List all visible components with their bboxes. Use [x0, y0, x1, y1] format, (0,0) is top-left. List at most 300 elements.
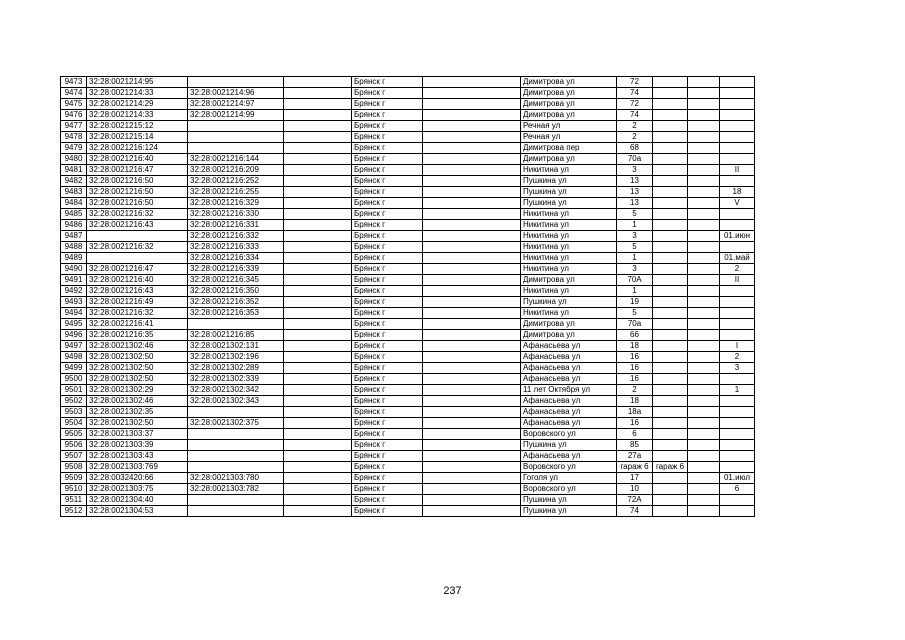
cell-row-index: 9499 — [61, 363, 87, 374]
cell-object-number — [188, 440, 284, 451]
cell-row-index: 9511 — [61, 495, 87, 506]
cell-apartment: 01.июн — [720, 231, 755, 242]
cell-cadastral-number: 32:28:0021216:50 — [87, 198, 188, 209]
cell-apartment: II — [720, 165, 755, 176]
cell-object-number: 32:28:0021302:342 — [188, 385, 284, 396]
cell-empty-col — [284, 363, 352, 374]
cell-empty-col — [284, 143, 352, 154]
cell-district — [423, 220, 521, 231]
cell-empty-col — [284, 187, 352, 198]
table-row — [61, 308, 755, 319]
cell-street: Никитина ул — [521, 286, 617, 297]
cell-cadastral-number: 32:28:0021302:46 — [87, 396, 188, 407]
cell-empty-col — [284, 297, 352, 308]
cell-city: Брянск г — [352, 198, 423, 209]
cell-house-number: 72 — [617, 99, 653, 110]
cell-apartment: 2 — [720, 264, 755, 275]
cell-building — [653, 220, 688, 231]
cell-empty-col — [284, 154, 352, 165]
cell-extra — [688, 396, 720, 407]
cell-cadastral-number: 32:28:0021216:43 — [87, 220, 188, 231]
cell-city: Брянск г — [352, 440, 423, 451]
cell-extra — [688, 308, 720, 319]
cell-extra — [688, 132, 720, 143]
cell-object-number — [188, 407, 284, 418]
cell-extra — [688, 121, 720, 132]
cell-house-number: 16 — [617, 363, 653, 374]
cell-house-number: 70А — [617, 275, 653, 286]
cell-extra — [688, 297, 720, 308]
cell-row-index: 9496 — [61, 330, 87, 341]
cell-object-number: 32:28:0021302:343 — [188, 396, 284, 407]
table-row — [61, 506, 755, 517]
cell-extra — [688, 143, 720, 154]
cell-apartment: 01.май — [720, 253, 755, 264]
cell-cadastral-number: 32:28:0021216:43 — [87, 286, 188, 297]
cell-house-number: 17 — [617, 473, 653, 484]
cell-cadastral-number: 32:28:0021216:47 — [87, 165, 188, 176]
cell-extra — [688, 253, 720, 264]
cell-cadastral-number: 32:28:0021304:53 — [87, 506, 188, 517]
cell-cadastral-number: 32:28:0021302:50 — [87, 352, 188, 363]
cell-building — [653, 440, 688, 451]
cell-extra — [688, 187, 720, 198]
cell-object-number — [188, 506, 284, 517]
cell-house-number: 10 — [617, 484, 653, 495]
cell-building — [653, 110, 688, 121]
cell-apartment — [720, 462, 755, 473]
cell-apartment — [720, 451, 755, 462]
cell-object-number — [188, 121, 284, 132]
cell-house-number: 74 — [617, 110, 653, 121]
table-row — [61, 286, 755, 297]
cell-extra — [688, 176, 720, 187]
cell-object-number: 32:28:0021216:252 — [188, 176, 284, 187]
cell-row-index: 9479 — [61, 143, 87, 154]
cell-cadastral-number: 32:28:0021216:124 — [87, 143, 188, 154]
cell-city: Брянск г — [352, 429, 423, 440]
cell-row-index: 9507 — [61, 451, 87, 462]
cell-cadastral-number: 32:28:0021216:32 — [87, 308, 188, 319]
cell-extra — [688, 286, 720, 297]
cell-building — [653, 253, 688, 264]
cell-object-number: 32:28:0021214:97 — [188, 99, 284, 110]
table-row — [61, 242, 755, 253]
cell-building — [653, 132, 688, 143]
cell-district — [423, 418, 521, 429]
registry-table — [60, 76, 755, 517]
cell-row-index: 9512 — [61, 506, 87, 517]
table-row — [61, 253, 755, 264]
cell-extra — [688, 231, 720, 242]
table-row — [61, 165, 755, 176]
cell-city: Брянск г — [352, 352, 423, 363]
table-row — [61, 429, 755, 440]
cell-district — [423, 330, 521, 341]
cell-row-index: 9486 — [61, 220, 87, 231]
table-row — [61, 275, 755, 286]
cell-apartment — [720, 286, 755, 297]
cell-city: Брянск г — [352, 231, 423, 242]
cell-house-number: 2 — [617, 132, 653, 143]
cell-row-index: 9493 — [61, 297, 87, 308]
cell-cadastral-number: 32:28:0021303:43 — [87, 451, 188, 462]
cell-building — [653, 363, 688, 374]
cell-row-index: 9482 — [61, 176, 87, 187]
cell-row-index: 9508 — [61, 462, 87, 473]
cell-building — [653, 473, 688, 484]
cell-row-index: 9498 — [61, 352, 87, 363]
cell-extra — [688, 99, 720, 110]
table-row — [61, 330, 755, 341]
cell-street: Гоголя ул — [521, 473, 617, 484]
cell-cadastral-number: 32:28:0021302:35 — [87, 407, 188, 418]
cell-house-number: 70а — [617, 154, 653, 165]
cell-house-number: 74 — [617, 88, 653, 99]
cell-empty-col — [284, 286, 352, 297]
cell-city: Брянск г — [352, 473, 423, 484]
cell-extra — [688, 385, 720, 396]
cell-street: Никитина ул — [521, 165, 617, 176]
cell-extra — [688, 165, 720, 176]
cell-cadastral-number: 32:28:0021214:95 — [87, 77, 188, 88]
cell-apartment — [720, 429, 755, 440]
cell-city: Брянск г — [352, 220, 423, 231]
cell-district — [423, 297, 521, 308]
cell-object-number: 32:28:0021216:331 — [188, 220, 284, 231]
table-row — [61, 341, 755, 352]
cell-city: Брянск г — [352, 418, 423, 429]
cell-city: Брянск г — [352, 341, 423, 352]
cell-street: Никитина ул — [521, 253, 617, 264]
cell-empty-col — [284, 407, 352, 418]
cell-house-number: 1 — [617, 286, 653, 297]
cell-district — [423, 396, 521, 407]
table-row — [61, 176, 755, 187]
cell-city: Брянск г — [352, 308, 423, 319]
cell-empty-col — [284, 385, 352, 396]
cell-row-index: 9500 — [61, 374, 87, 385]
cell-city: Брянск г — [352, 99, 423, 110]
cell-street: Никитина ул — [521, 209, 617, 220]
cell-extra — [688, 198, 720, 209]
cell-district — [423, 363, 521, 374]
cell-object-number: 32:28:0021216:350 — [188, 286, 284, 297]
cell-object-number — [188, 143, 284, 154]
cell-house-number: 18 — [617, 341, 653, 352]
cell-apartment — [720, 506, 755, 517]
cell-object-number: 32:28:0021303:780 — [188, 473, 284, 484]
cell-apartment — [720, 374, 755, 385]
cell-building — [653, 143, 688, 154]
cell-object-number: 32:28:0021216:334 — [188, 253, 284, 264]
table-row — [61, 220, 755, 231]
cell-apartment — [720, 308, 755, 319]
cell-street: Воровского ул — [521, 429, 617, 440]
cell-building — [653, 484, 688, 495]
table-row — [61, 462, 755, 473]
cell-object-number: 32:28:0021303:782 — [188, 484, 284, 495]
table-row — [61, 110, 755, 121]
cell-district — [423, 495, 521, 506]
cell-extra — [688, 77, 720, 88]
cell-apartment — [720, 319, 755, 330]
cell-apartment — [720, 88, 755, 99]
cell-apartment — [720, 396, 755, 407]
cell-building — [653, 88, 688, 99]
cell-empty-col — [284, 275, 352, 286]
cell-building — [653, 429, 688, 440]
cell-row-index: 9491 — [61, 275, 87, 286]
cell-building — [653, 198, 688, 209]
cell-building — [653, 297, 688, 308]
cell-empty-col — [284, 319, 352, 330]
cell-district — [423, 440, 521, 451]
cell-house-number: 6 — [617, 429, 653, 440]
cell-extra — [688, 319, 720, 330]
cell-empty-col — [284, 440, 352, 451]
cell-house-number: 85 — [617, 440, 653, 451]
cell-object-number — [188, 495, 284, 506]
cell-city: Брянск г — [352, 330, 423, 341]
cell-building — [653, 308, 688, 319]
cell-city: Брянск г — [352, 319, 423, 330]
cell-street: Димитрова ул — [521, 319, 617, 330]
cell-object-number: 32:28:0021302:131 — [188, 341, 284, 352]
table-row — [61, 88, 755, 99]
cell-cadastral-number: 32:28:0021216:35 — [87, 330, 188, 341]
cell-row-index: 9504 — [61, 418, 87, 429]
cell-empty-col — [284, 77, 352, 88]
cell-empty-col — [284, 462, 352, 473]
cell-cadastral-number: 32:28:0021216:40 — [87, 154, 188, 165]
cell-apartment — [720, 407, 755, 418]
cell-apartment — [720, 99, 755, 110]
cell-empty-col — [284, 352, 352, 363]
cell-street: Воровского ул — [521, 484, 617, 495]
cell-cadastral-number: 32:28:0021303:769 — [87, 462, 188, 473]
cell-city: Брянск г — [352, 77, 423, 88]
cell-district — [423, 154, 521, 165]
table-row — [61, 77, 755, 88]
cell-house-number: 70а — [617, 319, 653, 330]
cell-district — [423, 451, 521, 462]
cell-district — [423, 143, 521, 154]
cell-empty-col — [284, 165, 352, 176]
cell-house-number: 72 — [617, 77, 653, 88]
cell-house-number: 3 — [617, 231, 653, 242]
cell-empty-col — [284, 418, 352, 429]
cell-extra — [688, 220, 720, 231]
cell-empty-col — [284, 429, 352, 440]
cell-object-number: 32:28:0021216:209 — [188, 165, 284, 176]
cell-apartment — [720, 176, 755, 187]
cell-city: Брянск г — [352, 187, 423, 198]
cell-row-index: 9490 — [61, 264, 87, 275]
cell-empty-col — [284, 451, 352, 462]
cell-empty-col — [284, 396, 352, 407]
cell-apartment — [720, 220, 755, 231]
cell-street: Пушкина ул — [521, 495, 617, 506]
cell-apartment — [720, 440, 755, 451]
cell-street: Димитрова ул — [521, 330, 617, 341]
cell-city: Брянск г — [352, 110, 423, 121]
cell-building — [653, 330, 688, 341]
cell-empty-col — [284, 121, 352, 132]
cell-row-index: 9497 — [61, 341, 87, 352]
cell-district — [423, 286, 521, 297]
cell-house-number: 16 — [617, 352, 653, 363]
cell-street: Димитрова пер — [521, 143, 617, 154]
cell-house-number: 74 — [617, 506, 653, 517]
cell-cadastral-number: 32:28:0021215:12 — [87, 121, 188, 132]
cell-extra — [688, 275, 720, 286]
cell-district — [423, 308, 521, 319]
cell-object-number: 32:28:0021216:330 — [188, 209, 284, 220]
cell-apartment — [720, 297, 755, 308]
table-row — [61, 99, 755, 110]
cell-city: Брянск г — [352, 242, 423, 253]
cell-building — [653, 451, 688, 462]
cell-empty-col — [284, 495, 352, 506]
cell-empty-col — [284, 110, 352, 121]
cell-city: Брянск г — [352, 132, 423, 143]
cell-building — [653, 506, 688, 517]
cell-district — [423, 110, 521, 121]
cell-row-index: 9483 — [61, 187, 87, 198]
cell-row-index: 9484 — [61, 198, 87, 209]
cell-object-number: 32:28:0021302:289 — [188, 363, 284, 374]
table-row — [61, 385, 755, 396]
cell-cadastral-number: 32:28:0021302:50 — [87, 418, 188, 429]
cell-house-number: 5 — [617, 242, 653, 253]
cell-city: Брянск г — [352, 451, 423, 462]
cell-cadastral-number: 32:28:0021216:50 — [87, 176, 188, 187]
cell-cadastral-number: 32:28:0021302:50 — [87, 363, 188, 374]
cell-empty-col — [284, 253, 352, 264]
cell-empty-col — [284, 341, 352, 352]
cell-street: Афанасьева ул — [521, 418, 617, 429]
cell-empty-col — [284, 506, 352, 517]
cell-house-number: 2 — [617, 385, 653, 396]
cell-apartment — [720, 242, 755, 253]
cell-cadastral-number: 32:28:0021216:50 — [87, 187, 188, 198]
cell-district — [423, 88, 521, 99]
cell-row-index: 9509 — [61, 473, 87, 484]
cell-city: Брянск г — [352, 176, 423, 187]
cell-house-number: 16 — [617, 374, 653, 385]
cell-street: Пушкина ул — [521, 440, 617, 451]
cell-street: Афанасьева ул — [521, 363, 617, 374]
cell-building — [653, 209, 688, 220]
table-row — [61, 297, 755, 308]
cell-empty-col — [284, 88, 352, 99]
cell-house-number: 72А — [617, 495, 653, 506]
cell-street: Афанасьева ул — [521, 407, 617, 418]
cell-extra — [688, 242, 720, 253]
cell-extra — [688, 429, 720, 440]
cell-object-number — [188, 451, 284, 462]
cell-city: Брянск г — [352, 407, 423, 418]
table-row — [61, 451, 755, 462]
cell-city: Брянск г — [352, 209, 423, 220]
cell-city: Брянск г — [352, 143, 423, 154]
cell-building — [653, 187, 688, 198]
cell-city: Брянск г — [352, 484, 423, 495]
cell-house-number: 18 — [617, 396, 653, 407]
cell-city: Брянск г — [352, 286, 423, 297]
cell-house-number: 5 — [617, 209, 653, 220]
cell-extra — [688, 418, 720, 429]
cell-row-index: 9489 — [61, 253, 87, 264]
cell-city: Брянск г — [352, 165, 423, 176]
cell-extra — [688, 407, 720, 418]
cell-house-number: 2 — [617, 121, 653, 132]
cell-street: Никитина ул — [521, 264, 617, 275]
cell-cadastral-number: 32:28:0021216:47 — [87, 264, 188, 275]
cell-house-number: 3 — [617, 264, 653, 275]
cell-district — [423, 198, 521, 209]
cell-empty-col — [284, 132, 352, 143]
cell-house-number: 19 — [617, 297, 653, 308]
cell-district — [423, 374, 521, 385]
cell-empty-col — [284, 242, 352, 253]
cell-street: Пушкина ул — [521, 198, 617, 209]
cell-cadastral-number: 32:28:0021216:32 — [87, 209, 188, 220]
cell-cadastral-number: 32:28:0021302:50 — [87, 374, 188, 385]
cell-city: Брянск г — [352, 275, 423, 286]
cell-building — [653, 231, 688, 242]
cell-extra — [688, 363, 720, 374]
cell-object-number: 32:28:0021216:333 — [188, 242, 284, 253]
cell-extra — [688, 341, 720, 352]
cell-apartment — [720, 154, 755, 165]
cell-apartment — [720, 132, 755, 143]
table-row — [61, 154, 755, 165]
cell-object-number: 32:28:0021216:352 — [188, 297, 284, 308]
cell-object-number: 32:28:0021302:339 — [188, 374, 284, 385]
cell-street: Никитина ул — [521, 308, 617, 319]
cell-house-number: 68 — [617, 143, 653, 154]
cell-extra — [688, 462, 720, 473]
cell-extra — [688, 451, 720, 462]
cell-building — [653, 99, 688, 110]
cell-object-number — [188, 132, 284, 143]
cell-row-index: 9503 — [61, 407, 87, 418]
cell-house-number: 16 — [617, 418, 653, 429]
cell-object-number — [188, 319, 284, 330]
cell-row-index: 9495 — [61, 319, 87, 330]
cell-object-number — [188, 462, 284, 473]
cell-row-index: 9476 — [61, 110, 87, 121]
cell-building — [653, 418, 688, 429]
cell-district — [423, 253, 521, 264]
cell-extra — [688, 264, 720, 275]
cell-empty-col — [284, 308, 352, 319]
cell-row-index: 9481 — [61, 165, 87, 176]
cell-street: Речная ул — [521, 132, 617, 143]
table-row — [61, 495, 755, 506]
cell-apartment: 1 — [720, 385, 755, 396]
cell-building — [653, 352, 688, 363]
cell-row-index: 9492 — [61, 286, 87, 297]
cell-city: Брянск г — [352, 374, 423, 385]
cell-apartment: 6 — [720, 484, 755, 495]
cell-building — [653, 154, 688, 165]
cell-extra — [688, 110, 720, 121]
cell-district — [423, 429, 521, 440]
cell-building — [653, 374, 688, 385]
